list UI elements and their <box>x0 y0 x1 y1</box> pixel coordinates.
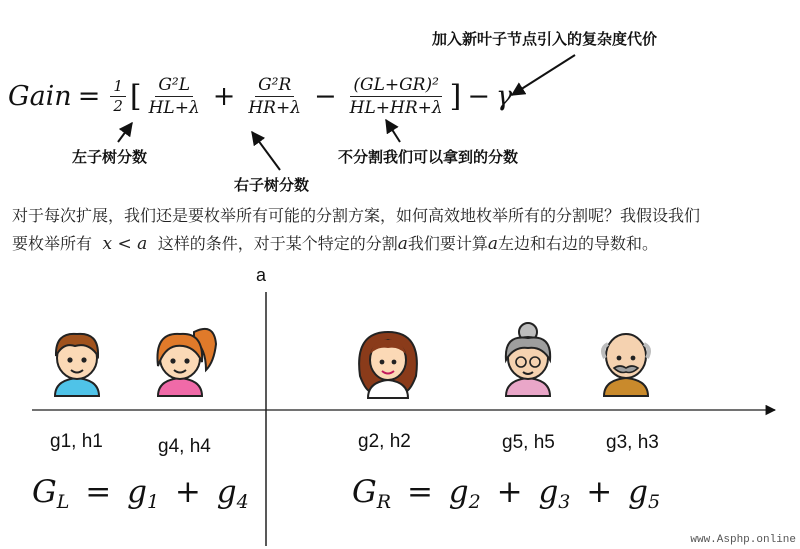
open-bracket: [ <box>129 78 142 114</box>
boy-icon <box>55 334 99 396</box>
right-sum-equation: $G_R = g_2 + g_3 + g_5$ <box>352 474 661 513</box>
label-g4-h4: g4, h4 <box>158 436 211 457</box>
half-numerator: 1 <box>110 77 126 97</box>
axis-label-a: a <box>256 265 267 285</box>
gamma-symbol: γ <box>496 80 513 112</box>
note-right-score: 右子树分数 <box>234 177 310 194</box>
minus-sign: − <box>314 80 337 112</box>
girl-icon <box>157 329 216 396</box>
half-denominator: 2 <box>113 96 123 115</box>
left-sum-equation: $G_L = g_1 + g_4$ <box>32 474 249 513</box>
plus-sign: + <box>212 80 236 112</box>
label-g2-h2: g2, h2 <box>358 431 411 452</box>
grandpa-icon <box>603 334 649 396</box>
grandma-icon <box>506 323 550 396</box>
inline-var-a-2: a <box>487 234 499 254</box>
note-left-score: 左子树分数 <box>72 149 148 166</box>
inline-var-a: a <box>397 234 408 254</box>
left-term-denominator: HL+λ <box>148 97 200 118</box>
explanation-line-2: 要枚举所有 x < a 这样的条件，对于某个特定的分割a我们要计算a左边和右边的导数和。 <box>12 234 659 254</box>
left-term-numerator: G²L <box>155 74 193 97</box>
explanation-line-1: 对于每次扩展，我们还是要枚举所有可能的分割方案，如何高效地枚举所有的分割呢？我假设我们 <box>12 208 701 225</box>
equals-sign: = <box>77 80 101 112</box>
gain-symbol: Gain <box>8 80 72 112</box>
inline-math-condition: x < a <box>102 234 148 254</box>
watermark: www.Asphp.online <box>690 534 796 546</box>
note-complexity: 加入新叶子节点引入的复杂度代价 <box>432 31 658 48</box>
note-nosplit-score: 不分割我们可以拿到的分数 <box>338 149 519 166</box>
nosplit-term-denominator: HL+HR+λ <box>349 97 443 118</box>
label-g3-h3: g3, h3 <box>606 432 659 453</box>
nosplit-term-numerator: (GL+GR)² <box>350 74 442 97</box>
right-term-numerator: G²R <box>255 74 294 97</box>
close-bracket: ] <box>449 78 462 114</box>
right-term-denominator: HR+λ <box>248 97 302 118</box>
woman-icon <box>359 332 417 398</box>
label-g5-h5: g5, h5 <box>502 432 555 453</box>
label-g1-h1: g1, h1 <box>50 431 103 452</box>
minus-sign-2: − <box>467 80 490 112</box>
